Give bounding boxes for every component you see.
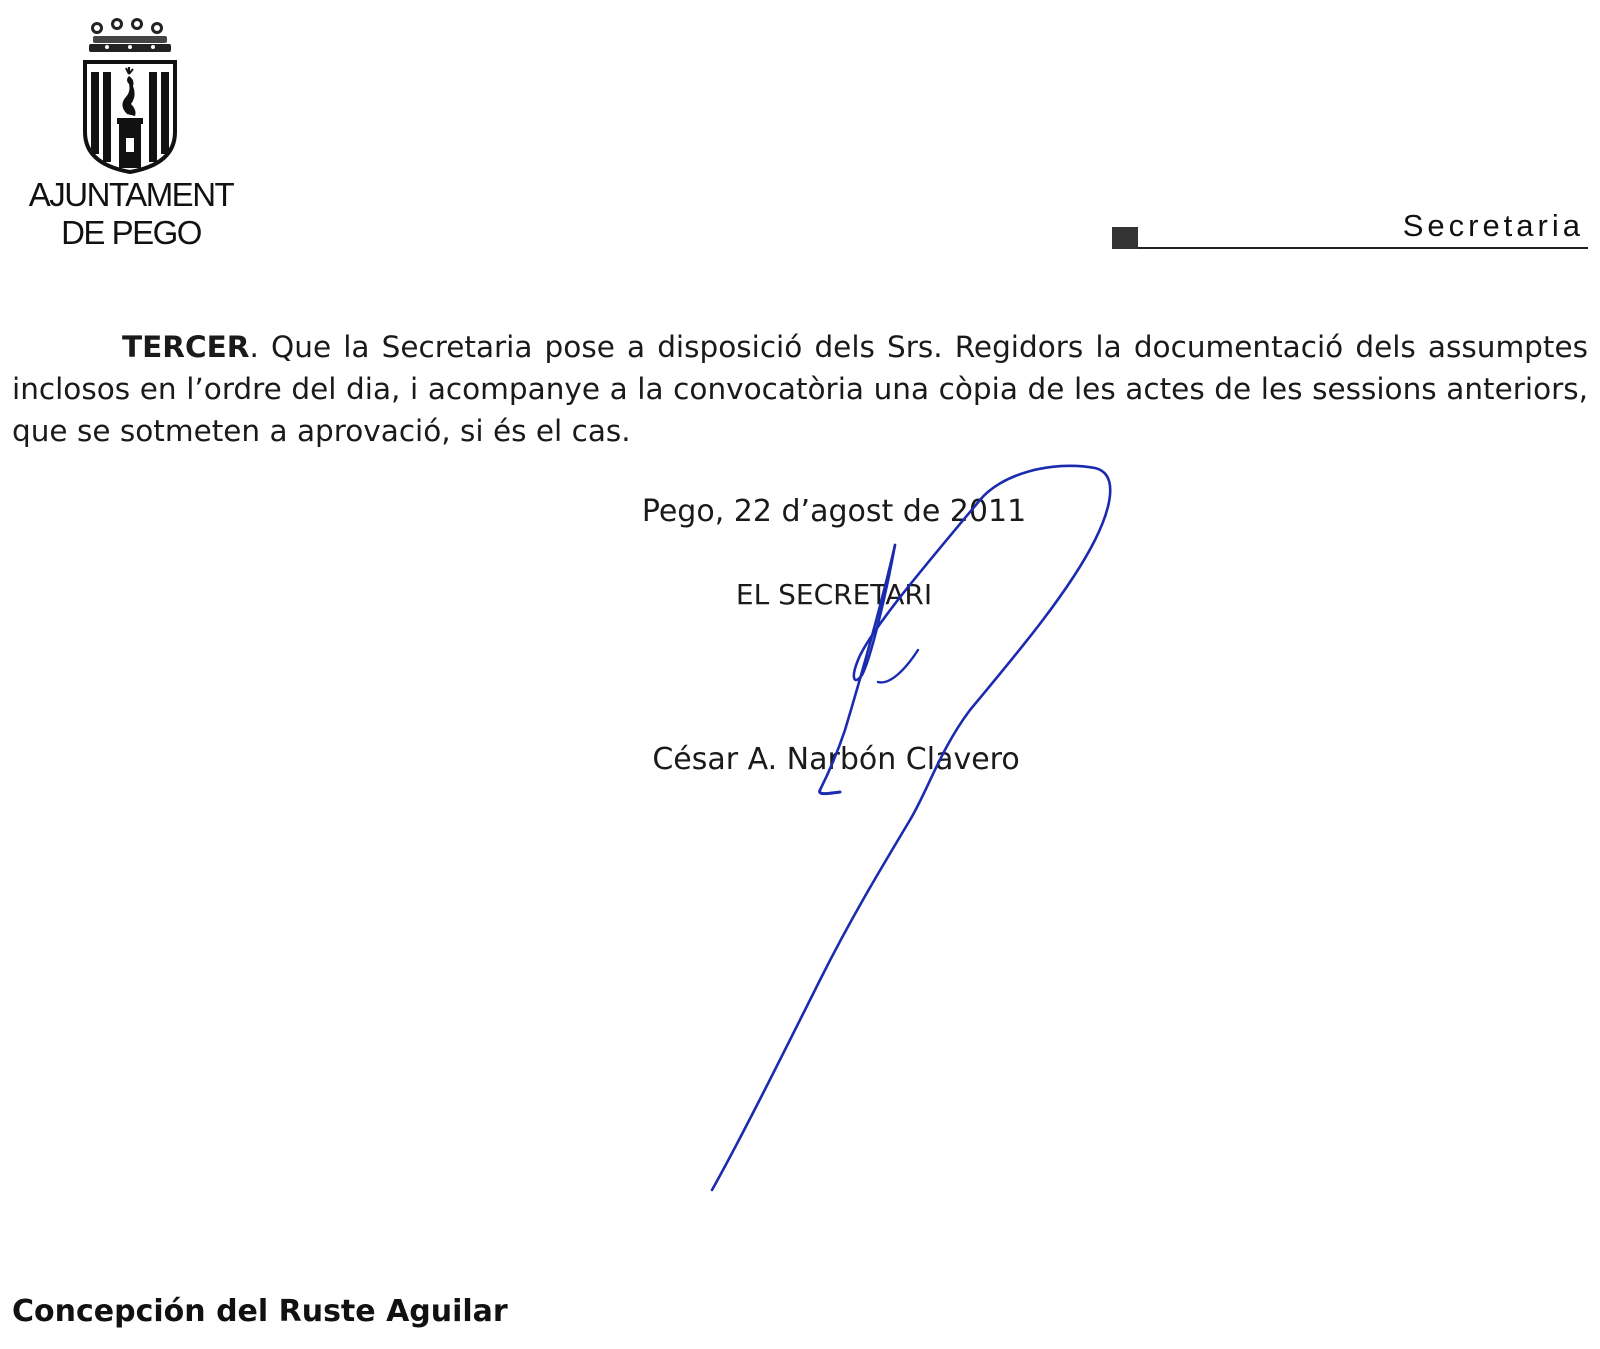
department-header bbox=[1112, 210, 1592, 254]
resolution-lead: TERCER bbox=[122, 330, 250, 364]
signer-role: EL SECRETARI bbox=[735, 578, 933, 611]
organization-name-line1: AJUNTAMENT bbox=[28, 176, 234, 213]
signer-name: César A. Narbón Clavero bbox=[652, 742, 1020, 777]
municipal-coat-of-arms-icon bbox=[75, 14, 185, 174]
header-square-marker bbox=[1112, 227, 1138, 249]
department-label: Secretaria bbox=[1402, 208, 1584, 243]
organization-name bbox=[0, 176, 262, 252]
handwritten-signature bbox=[700, 460, 1160, 1230]
header-rule bbox=[1138, 247, 1588, 249]
organization-name-line2: DE PEGO bbox=[61, 214, 201, 251]
place-and-date: Pego, 22 d’agost de 2011 bbox=[641, 494, 1027, 529]
resolution-paragraph bbox=[12, 326, 1588, 452]
resolution-text: . Que la Secretaria pose a disposició dels Srs. Regidors la documentació dels assumptes inclosos en l’ordre del dia, i acompanye a la convocatòria una còpia de les actes de les sessions anteriors, que se sotmeten a aprovació, si és el cas. bbox=[12, 330, 1588, 448]
footer-name: Concepción del Ruste Aguilar bbox=[12, 1294, 508, 1329]
